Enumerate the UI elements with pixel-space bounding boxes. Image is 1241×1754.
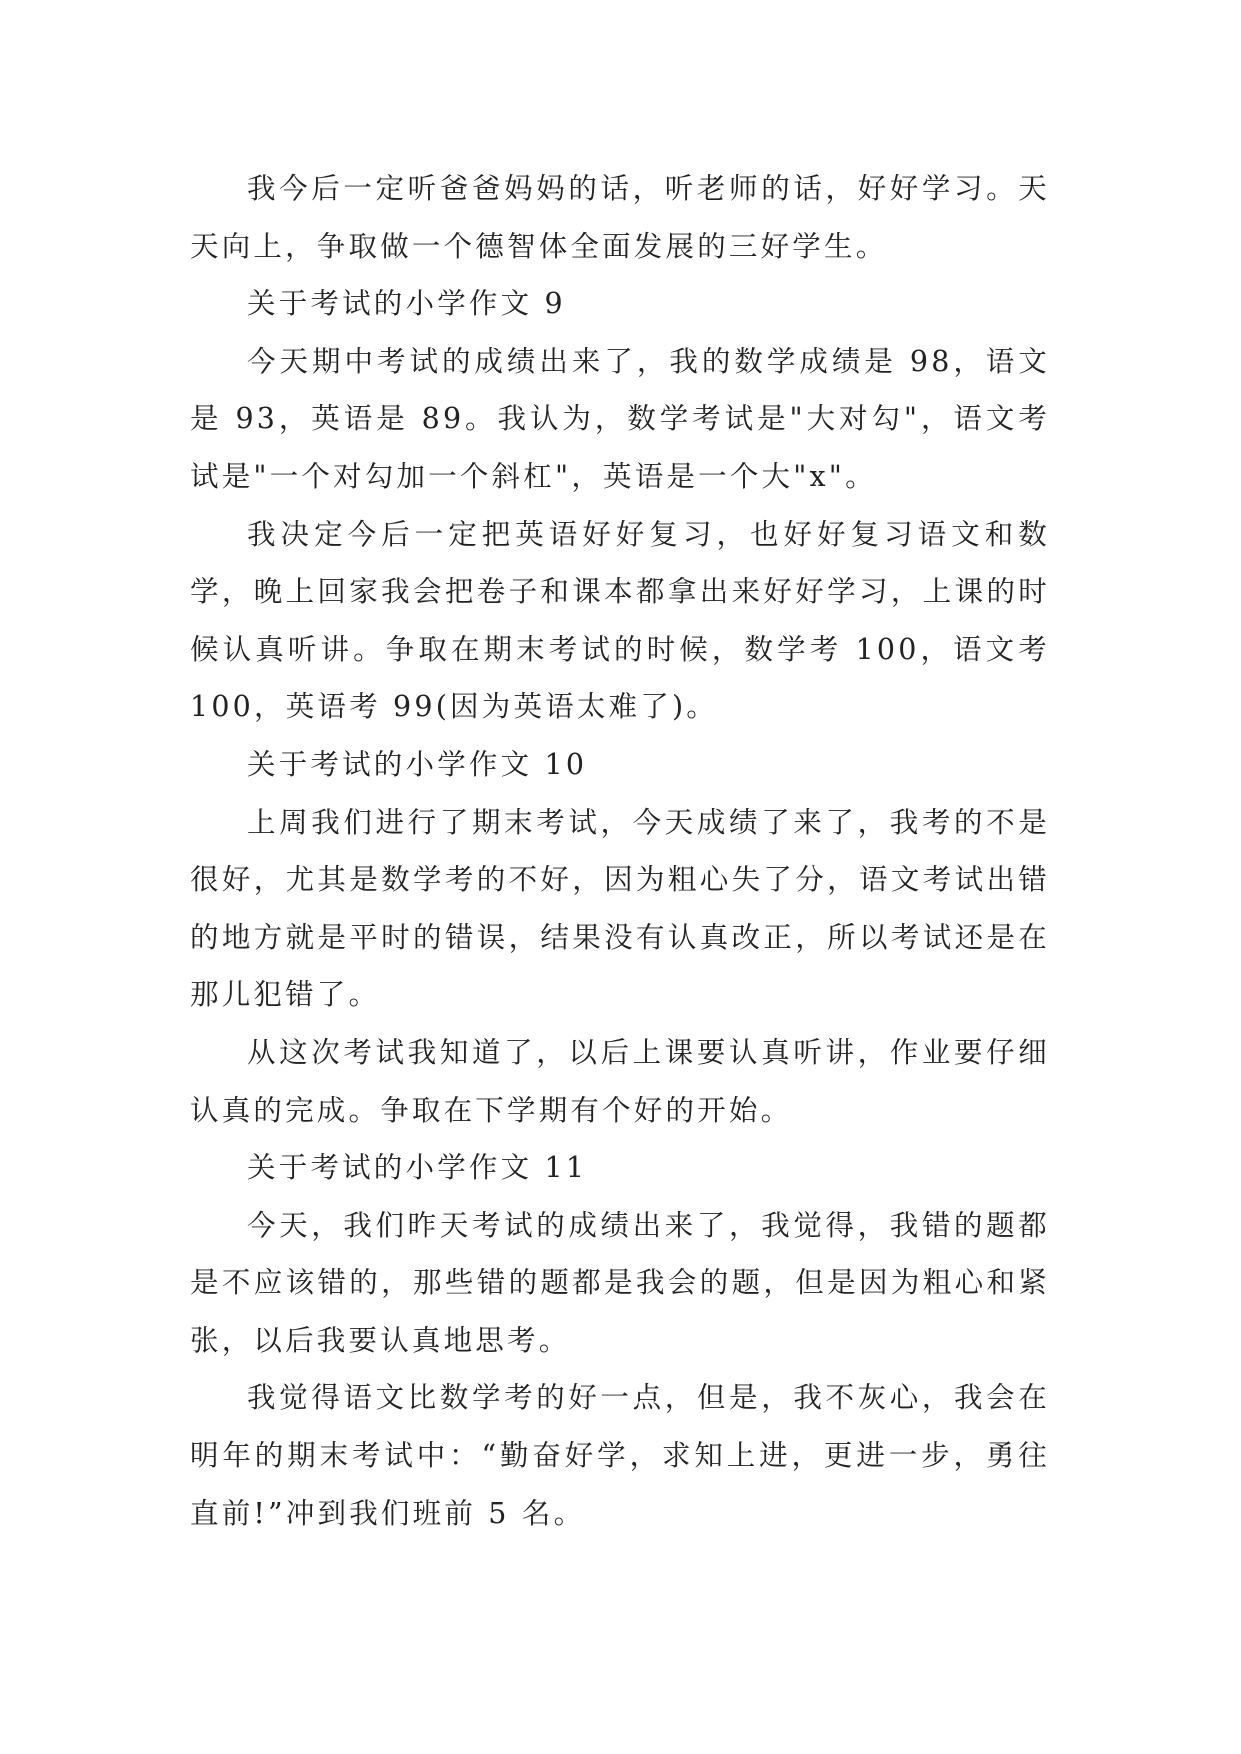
paragraph: 从这次考试我知道了，以后上课要认真听讲，作业要仔细认真的完成。争取在下学期有个好的开始。: [190, 1035, 1050, 1127]
section-heading: 关于考试的小学作文 10: [247, 747, 588, 781]
paragraph: 今天期中考试的成绩出来了，我的数学成绩是 98，语文是 93，英语是 89。我认为，数学考试是"大对勾"，语文考试是"一个对勾加一个斜杠"，英语是一个大"x"。: [190, 344, 1050, 493]
section-heading: 关于考试的小学作文 11: [247, 1151, 588, 1185]
paragraph: 我决定今后一定把英语好好复习，也好好复习语文和数学，晚上回家我会把卷子和课本都拿出来好好学习，上课的时候认真听讲。争取在期末考试的时候，数学考 100，语文考 100，英语考 99(因为英语太难了)。: [190, 517, 1050, 724]
document-body: [190, 160, 1050, 1542]
paragraph: 上周我们进行了期末考试，今天成绩了来了，我考的不是很好，尤其是数学考的不好，因为粗心失了分，语文考试出错的地方就是平时的错误，结果没有认真改正，所以考试还是在那儿犯错了。: [190, 805, 1050, 1012]
section-heading: 关于考试的小学作文 9: [247, 287, 566, 321]
paragraph: 我觉得语文比数学考的好一点，但是，我不灰心，我会在明年的期末考试中：“勤奋好学，求知上进，更进一步，勇往直前!”冲到我们班前 5 名。: [190, 1381, 1050, 1530]
paragraph: 我今后一定听爸爸妈妈的话，听老师的话，好好学习。天天向上，争取做一个德智体全面发展的三好学生。: [190, 172, 1050, 263]
paragraph: 今天，我们昨天考试的成绩出来了，我觉得，我错的题都是不应该错的，那些错的题都是我会的题，但是因为粗心和紧张，以后我要认真地思考。: [190, 1208, 1050, 1357]
